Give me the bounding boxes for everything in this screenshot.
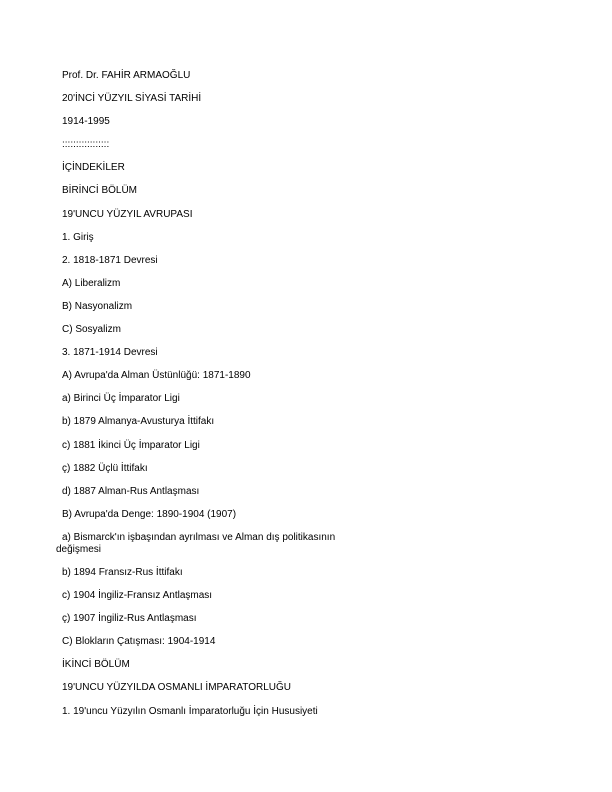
contents-heading: İÇİNDEKİLER <box>62 162 125 174</box>
toc-entry: A) Liberalizm <box>62 277 121 289</box>
toc-entry: C) Sosyalizm <box>62 324 121 336</box>
toc-entry: b) 1894 Fransız-Rus İttifakı <box>62 566 183 578</box>
toc-entry: 2. 1818-1871 Devresi <box>62 254 158 266</box>
book-date-range: 1914-1995 <box>62 116 110 128</box>
toc-entry: 1. Giriş <box>62 231 94 243</box>
toc-entry: B) Avrupa'da Denge: 1890-1904 (1907) <box>62 508 237 520</box>
toc-entry: c) 1904 İngiliz-Fransız Antlaşması <box>62 590 213 602</box>
part-heading: BİRİNCİ BÖLÜM <box>62 185 138 197</box>
toc-entry: a) Birinci Üç İmparator Ligi <box>62 393 180 405</box>
table-of-contents <box>56 70 356 729</box>
toc-entry: A) Avrupa'da Alman Üstünlüğü: 1871-1890 <box>62 370 251 382</box>
toc-entry: a) Bismarck'ın işbaşından ayrılması ve Alman dış politikasının <box>62 531 336 543</box>
toc-entry: B) Nasyonalizm <box>62 300 133 312</box>
toc-entry: d) 1887 Alman-Rus Antlaşması <box>62 485 200 497</box>
toc-entry: ç) 1882 Üçlü İttifakı <box>62 462 148 474</box>
toc-entry: 3. 1871-1914 Devresi <box>62 347 158 359</box>
toc-entry-continuation: değişmesi <box>56 543 102 555</box>
toc-entry: c) 1881 İkinci Üç İmparator Ligi <box>62 439 200 451</box>
part-title: 19'UNCU YÜZYIL AVRUPASI <box>62 208 193 220</box>
toc-entry: b) 1879 Almanya-Avusturya İttifakı <box>62 416 215 428</box>
toc-entry: ç) 1907 İngiliz-Rus Antlaşması <box>62 613 197 625</box>
author-name: Prof. Dr. FAHİR ARMAOĞLU <box>62 70 191 81</box>
part-title: 19'UNCU YÜZYILDA OSMANLI İMPARATORLUĞU <box>62 682 291 694</box>
part-heading: İKİNCİ BÖLÜM <box>62 659 130 671</box>
book-title: 20'İNCİ YÜZYIL SİYASİ TARİHİ <box>62 93 202 105</box>
toc-entry: C) Blokların Çatışması: 1904-1914 <box>62 636 216 648</box>
toc-entry: 1. 19'uncu Yüzyılın Osmanlı İmparatorluğu İçin Hususiyeti <box>62 705 318 717</box>
separator-line: ::::::::::::::::: <box>62 139 110 151</box>
